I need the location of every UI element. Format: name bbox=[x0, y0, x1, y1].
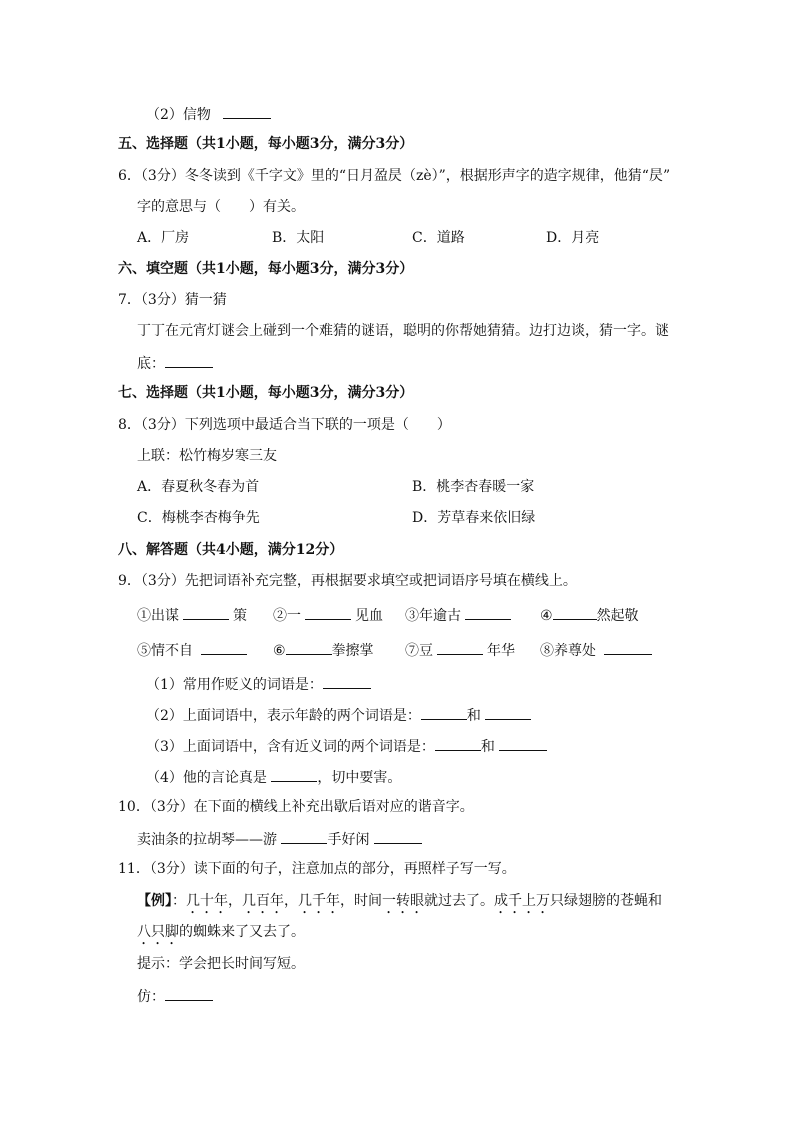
answer-blank[interactable] bbox=[499, 736, 547, 751]
q11-example-line2: 八只脚的蜘蛛来了又去了。 bbox=[137, 924, 305, 940]
q7-answer-label: 底： bbox=[137, 356, 165, 372]
section-heading-5: 五、选择题（共1小题，每小题3分，满分3分） bbox=[118, 136, 414, 152]
q9-item-2: ②一 见血 bbox=[273, 605, 383, 625]
q10-stem: 10．（3分）在下面的横线上补充出歇后语对应的谐音字。 bbox=[118, 799, 474, 815]
q11-hint: 提示：学会把长时间写短。 bbox=[137, 956, 305, 972]
q9-item-8: ⑧养尊处 bbox=[540, 640, 652, 660]
q7-body-line2 bbox=[137, 353, 213, 373]
q10-body: 卖油条的拉胡琴——游 手好闲 bbox=[137, 829, 422, 849]
q9-item-3: ③年逾古 bbox=[405, 605, 515, 625]
answer-blank[interactable] bbox=[323, 674, 371, 689]
section-heading-6: 六、填空题（共1小题，每小题3分，满分3分） bbox=[118, 261, 414, 277]
answer-blank[interactable] bbox=[165, 986, 213, 1001]
q9-sub-1: （1）常用作贬义的词语是： bbox=[146, 674, 371, 694]
answer-blank[interactable] bbox=[553, 605, 597, 620]
answer-blank[interactable] bbox=[281, 829, 327, 844]
q11-stem: 11．（3分）读下面的句子，注意加点的部分，再照样子写一写。 bbox=[118, 861, 516, 877]
answer-blank[interactable] bbox=[165, 353, 213, 368]
dotted-phrase: 八只脚 bbox=[137, 924, 179, 940]
dotted-phrase: 一转眼 bbox=[382, 893, 424, 909]
q8-option-c[interactable]: C．梅桃李杏梅争先 bbox=[137, 510, 260, 526]
section-heading-7: 七、选择题（共1小题，每小题3分，满分3分） bbox=[118, 385, 414, 401]
answer-blank[interactable] bbox=[437, 640, 483, 655]
answer-blank[interactable] bbox=[421, 705, 467, 720]
section-heading-8: 八、解答题（共4小题，满分12分） bbox=[118, 542, 344, 558]
q9-item-7: ⑦豆 年华 bbox=[405, 640, 515, 660]
q11-example-line1: 【例】：几十年，几百年，几千年，时间一转眼就过去了。成千上万只绿翅膀的苍蝇和 bbox=[137, 893, 662, 909]
q9-sub-3: （3）上面词语中，含有近义词的两个词语是： 和 bbox=[146, 736, 547, 756]
answer-blank[interactable] bbox=[286, 640, 332, 655]
q5-item-2-label: （2）信物 bbox=[146, 107, 211, 123]
q6-option-d[interactable]: D．月亮 bbox=[546, 230, 600, 246]
q8-option-a[interactable]: A．春夏秋冬春为首 bbox=[137, 479, 260, 495]
q9-item-6: ⑥ 拳擦掌 bbox=[273, 640, 374, 660]
q11-imitate: 仿： bbox=[137, 986, 213, 1006]
q9-stem: 9．（3分）先把词语补充完整，再根据要求填空或把词语序号填在横线上。 bbox=[118, 573, 577, 589]
q9-item-1: ①出谋 策 bbox=[137, 605, 247, 625]
q9-item-5: ⑤情不自 bbox=[137, 640, 251, 660]
answer-blank[interactable] bbox=[183, 605, 229, 620]
answer-blank[interactable] bbox=[465, 605, 511, 620]
answer-blank[interactable] bbox=[201, 640, 247, 655]
answer-blank[interactable] bbox=[374, 829, 422, 844]
answer-blank[interactable] bbox=[604, 640, 652, 655]
q7-stem: 7．（3分）猜一猜 bbox=[118, 292, 227, 308]
q6-option-b[interactable]: B．太阳 bbox=[272, 230, 325, 246]
q8-option-b[interactable]: B．桃李杏春暖一家 bbox=[412, 479, 535, 495]
answer-blank[interactable] bbox=[223, 104, 271, 119]
answer-blank[interactable] bbox=[305, 605, 351, 620]
answer-blank[interactable] bbox=[435, 736, 481, 751]
dotted-phrase: 成千上万 bbox=[494, 893, 550, 909]
q9-sub-2: （2）上面词语中，表示年龄的两个词语是： 和 bbox=[146, 705, 531, 725]
q5-item-2 bbox=[146, 104, 271, 124]
q6-stem-line1: 6．（3分）冬冬读到《千字文》里的“日月盈昃（zè）”，根据形声字的造字规律，他猜“昃” bbox=[118, 168, 671, 184]
q9-sub-4: （4）他的言论真是 ，切中要害。 bbox=[146, 767, 401, 787]
q9-item-4: ④ 然起敬 bbox=[540, 605, 639, 625]
example-tag: 【例】 bbox=[137, 893, 172, 909]
dotted-phrase: 几十年，几百年，几千年 bbox=[186, 893, 340, 909]
q8-stem: 8．（3分）下列选项中最适合当下联的一项是（ ） bbox=[118, 417, 451, 433]
q8-couplet: 上联：松竹梅岁寒三友 bbox=[137, 448, 277, 464]
q8-option-d[interactable]: D．芳草春来依旧绿 bbox=[412, 510, 536, 526]
q6-option-a[interactable]: A．厂房 bbox=[137, 230, 190, 246]
answer-blank[interactable] bbox=[485, 705, 531, 720]
q6-stem-line2: 字的意思与（ ）有关。 bbox=[137, 199, 305, 215]
q7-body-line1: 丁丁在元宵灯谜会上碰到一个难猜的谜语，聪明的你帮她猜猜。边打边谈，猜一字。谜 bbox=[137, 323, 669, 339]
q6-option-c[interactable]: C．道路 bbox=[412, 230, 465, 246]
answer-blank[interactable] bbox=[271, 767, 317, 782]
